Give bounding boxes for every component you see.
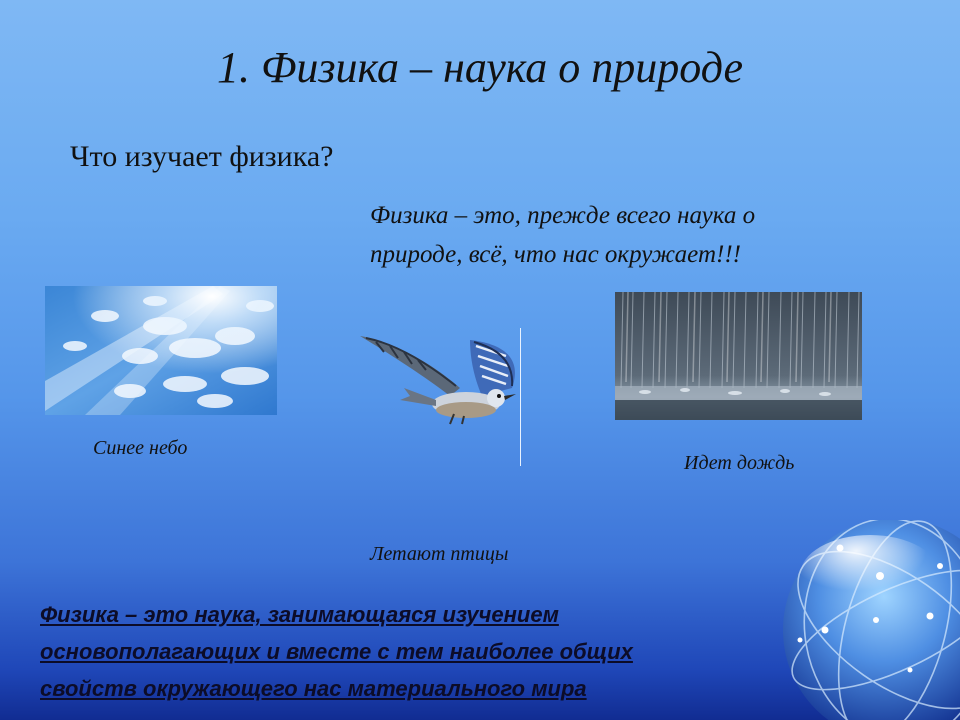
short-definition	[370, 196, 890, 274]
bird-caption: Летают птицы	[370, 543, 509, 565]
rain-photo-icon	[615, 292, 862, 420]
full-definition-line: Физика – это наука, занимающаяся изучением	[40, 602, 559, 627]
sky-caption: Синее небо	[93, 437, 188, 459]
blue-sky-photo-icon	[45, 286, 277, 415]
bird-photo	[356, 330, 524, 425]
glass-globe-icon	[780, 520, 960, 720]
rain-photo	[615, 292, 862, 420]
question-text: Что изучает физика?	[70, 140, 334, 173]
short-definition-line: Физика – это, прежде всего наука о	[370, 202, 756, 229]
slide-title: 1. Физика – наука о природе	[216, 43, 744, 92]
divider-line	[520, 328, 521, 466]
globe-decoration	[780, 520, 960, 720]
short-definition-line: природе, всё, что нас окружает!!!	[370, 241, 741, 268]
full-definition	[40, 596, 800, 707]
sky-photo	[45, 286, 277, 415]
full-definition-line: свойств окружающего нас материального мира	[40, 676, 587, 701]
rain-caption: Идет дождь	[684, 452, 795, 474]
flying-bird-photo-icon	[356, 330, 524, 425]
full-definition-line: основополагающих и вместе с тем наиболее общих	[40, 639, 633, 664]
